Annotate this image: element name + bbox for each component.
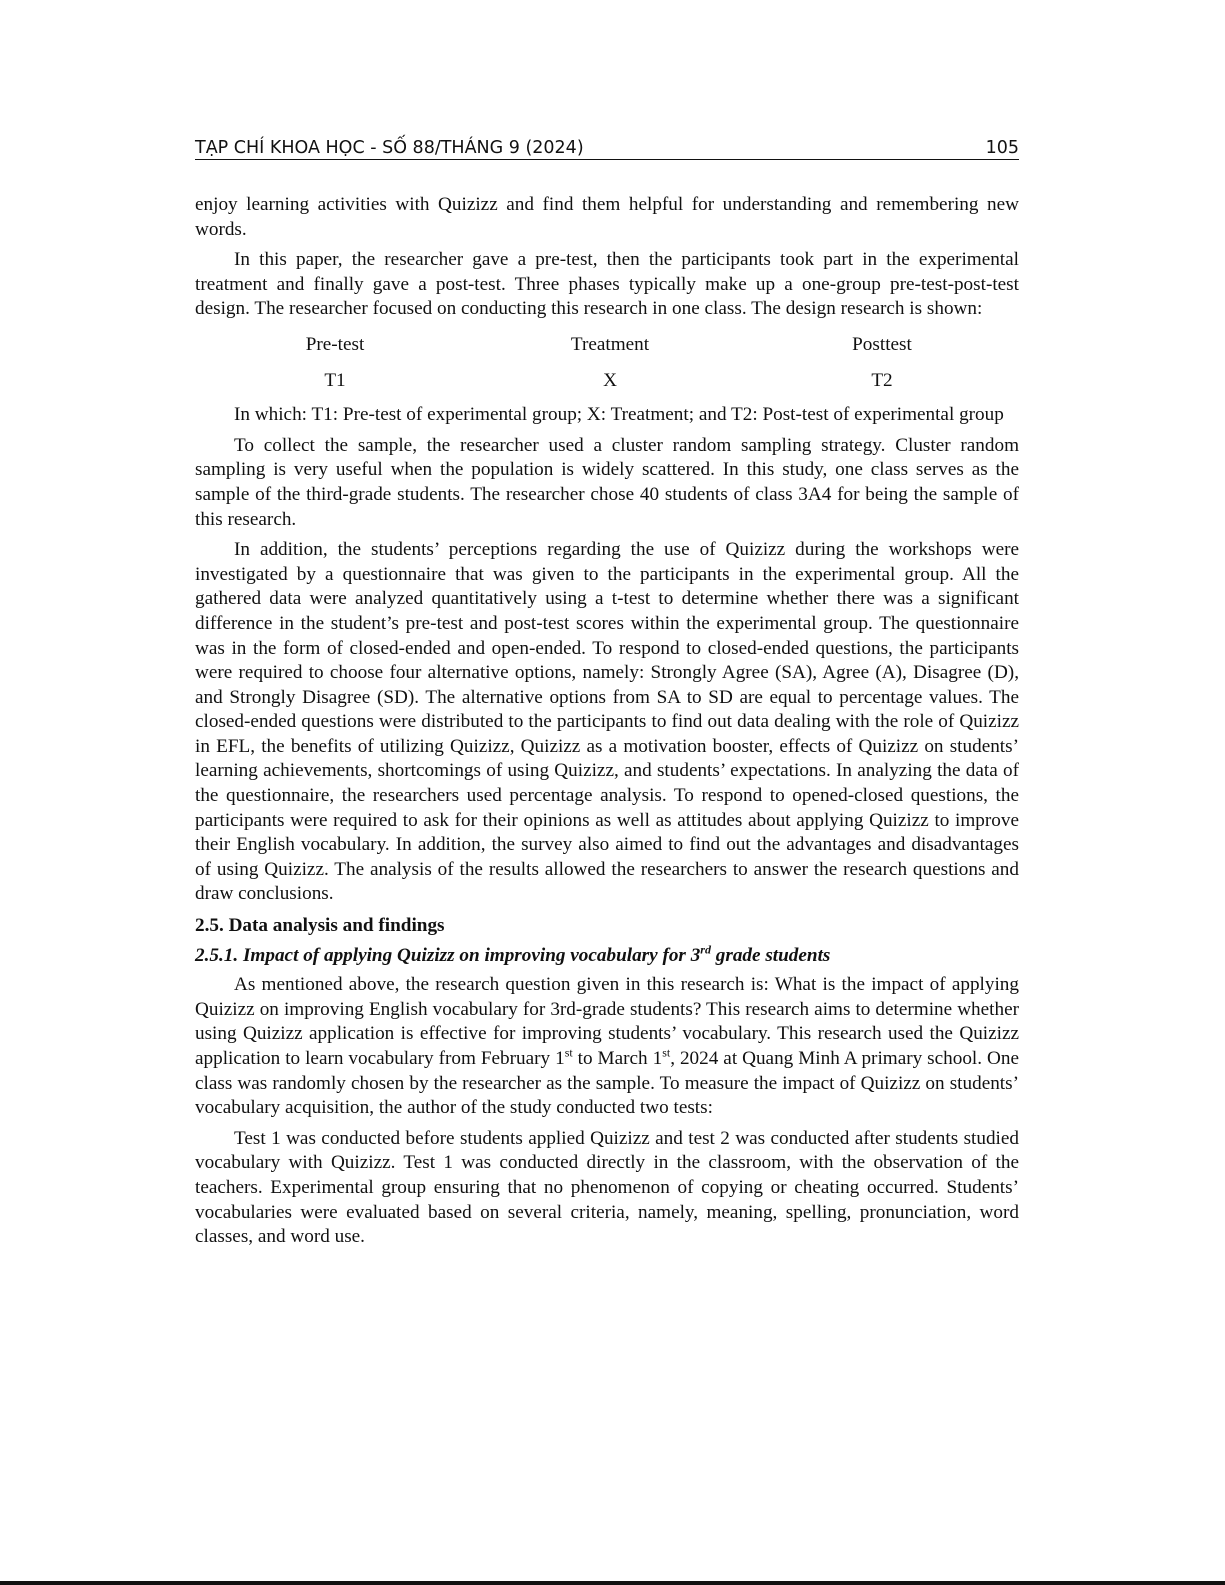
paragraph-questionnaire: In addition, the students’ perceptions regarding the use of Quizizz during the workshops were investigated by a questionnaire that was given to the participants in the experimental group. All the gathered data were analyzed quantitatively using a t-test to determine whether there was a significant difference in the student’s pre-test and post-test scores within the experimental group. The questionnaire was in the form of closed-ended and open-ended. To respond to closed-ended questions, the participants were required to choose four alternative options, namely: Strongly Agree (SA), Agree (A), Disagree (D), and Strongly Disagree (SD). The alternative options from SA to SD are equal to percentage values. The closed-ended questions were distributed to the participants to find out data dealing with the role of Quizizz in EFL, the benefits of utilizing Quizizz, Quizizz as a motivation booster, effects of Quizizz on students’ learning achievements, shortcomings of using Quizizz, and students’ expectations. In analyzing the data of the questionnaire, the researchers used percentage analysis. To respond to opened-closed questions, the participants were required to ask for their opinions as well as attitudes about applying Quizizz to improve their English vocabulary. In addition, the survey also aimed to find out the advantages and disadvantages of using Quizizz. The analysis of the results allowed the researchers to answer the research questions and draw conclusions. xyxy=(195,539,1019,905)
bottom-border xyxy=(0,1581,1225,1585)
paragraph-sampling: To collect the sample, the researcher used a cluster random sampling strategy. Cluster random sampling is very useful when the population is widely scattered. In this study, one class serves as the sample of the third-grade students. The researcher chose 40 students of class 3A4 for being the sample of this research. xyxy=(195,434,1019,530)
paragraph-design-intro: In this paper, the researcher gave a pre-test, then the participants took part in the experimental treatment and finally gave a post-test. Three phases typically make up a one-group pre-test-post-test design. The researcher focused on conducting this research in one class. The design research is shown: xyxy=(195,249,1019,320)
design-value-x: X xyxy=(603,369,617,391)
running-header xyxy=(195,138,1019,160)
design-value-t2: T2 xyxy=(871,369,893,391)
design-header-treatment: Treatment xyxy=(570,333,650,355)
paragraph-continued: enjoy learning activities with Quizizz and find them helpful for understanding and remembering new words. xyxy=(195,194,1019,240)
research-design-table xyxy=(195,333,1019,393)
page-number: 105 xyxy=(985,138,1019,158)
journal-title: TẠP CHÍ KHOA HỌC - SỐ 88/THÁNG 9 (2024) xyxy=(195,138,584,158)
design-value-t1: T1 xyxy=(324,369,346,391)
subsection-heading: 2.5.1. Impact of applying Quizizz on improving vocabulary for 3rd grade students xyxy=(195,942,831,966)
section-heading: 2.5. Data analysis and findings xyxy=(195,915,445,937)
paragraph-tests: Test 1 was conducted before students applied Quizizz and test 2 was conducted after students studied vocabulary with Quizizz. Test 1 was conducted directly in the classroom, with the observation of the teachers. Experimental group ensuring that no phenomenon of copying or cheating occurred. Students’ vocabularies were evaluated based on several criteria, namely, meaning, spelling, pronunciation, word classes, and word use. xyxy=(195,1127,1019,1248)
design-header-pretest: Pre-test xyxy=(305,333,365,355)
paragraph-research-question: As mentioned above, the research question given in this research is: What is the impact of applying Quizizz on improving English vocabulary for 3rd-grade students? This research aims to determine whether using Quizizz application is effective for improving students’ vocabulary. This research used the Quizizz application to learn vocabulary from February 1st to March 1st, 2024 at Quang Minh A primary school. One class was randomly chosen by the researcher as the sample. To measure the impact of Quizizz on students’ vocabulary acquisition, the author of the study conducted two tests: xyxy=(195,974,1019,1119)
design-header-posttest: Posttest xyxy=(852,333,912,355)
paragraph-design-legend: In which: T1: Pre-test of experimental group; X: Treatment; and T2: Post-test of experimental group xyxy=(234,404,1004,426)
page-body xyxy=(195,193,1019,1250)
